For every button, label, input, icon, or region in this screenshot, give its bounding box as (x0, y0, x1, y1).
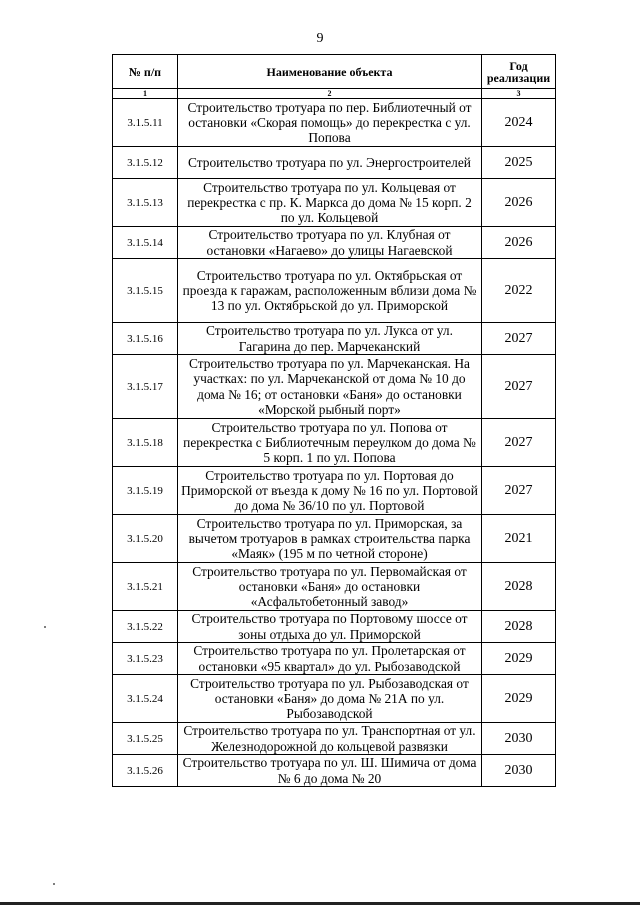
scan-speck (53, 883, 55, 885)
row-year: 2021 (482, 515, 556, 563)
row-year: 2027 (482, 467, 556, 515)
row-year: 2028 (482, 611, 556, 643)
row-year: 2029 (482, 675, 556, 723)
header-index-1: 1 (113, 89, 178, 99)
row-number: 3.1.5.22 (113, 611, 178, 643)
table-row (113, 515, 556, 563)
row-number: 3.1.5.14 (113, 227, 178, 259)
table-row (113, 611, 556, 643)
row-year: 2022 (482, 259, 556, 323)
row-number: 3.1.5.24 (113, 675, 178, 723)
row-number: 3.1.5.19 (113, 467, 178, 515)
header-index-3: 3 (482, 89, 556, 99)
row-name: Строительство тротуара по ул. Кольцевая от перекрестка с пр. К. Маркса до дома № 15 корп. 2 по ул. Кольцевой (178, 179, 482, 227)
row-number: 3.1.5.23 (113, 643, 178, 675)
row-year: 2026 (482, 227, 556, 259)
header-index-2: 2 (178, 89, 482, 99)
table-row (113, 227, 556, 259)
objects-table (112, 54, 556, 787)
row-name: Строительство тротуара по ул. Портовая до Приморской от въезда к дому № 16 по ул. Портовой до дома № 36/10 по ул. Портовой (178, 467, 482, 515)
header-name: Наименование объекта (178, 55, 482, 89)
scan-speck (44, 626, 46, 628)
row-name: Строительство тротуара по Портовому шоссе от зоны отдыха до ул. Приморской (178, 611, 482, 643)
row-year: 2026 (482, 179, 556, 227)
row-number: 3.1.5.21 (113, 563, 178, 611)
row-name: Строительство тротуара по ул. Рыбозаводская от остановки «Баня» до дома № 21А по ул. Рыбозаводской (178, 675, 482, 723)
row-name: Строительство тротуара по ул. Лукса от ул. Гагарина до пер. Марчеканский (178, 323, 482, 355)
row-year: 2030 (482, 755, 556, 787)
row-name: Строительство тротуара по ул. Марчеканская. На участках: по ул. Марчеканской от дома № 10 до дома № 16; от остановки «Баня» до остановки «Морской рыбный порт» (178, 355, 482, 419)
header-num: № п/п (113, 55, 178, 89)
row-year: 2024 (482, 99, 556, 147)
row-number: 3.1.5.26 (113, 755, 178, 787)
row-name: Строительство тротуара по ул. Клубная от остановки «Нагаево» до улицы Нагаевской (178, 227, 482, 259)
row-name: Строительство тротуара по ул. Приморская, за вычетом тротуаров в рамках строительства парка «Маяк» (195 м по четной стороне) (178, 515, 482, 563)
table-row (113, 99, 556, 147)
table-row (113, 147, 556, 179)
row-name: Строительство тротуара по ул. Октябрьская от проезда к гаражам, расположенным вблизи дома № 13 по ул. Октябрьской до ул. Приморской (178, 259, 482, 323)
row-number: 3.1.5.13 (113, 179, 178, 227)
row-name: Строительство тротуара по ул. Пролетарская от остановки «95 квартал» до ул. Рыбозаводской (178, 643, 482, 675)
table-row (113, 419, 556, 467)
table-row (113, 467, 556, 515)
table-row (113, 755, 556, 787)
row-number: 3.1.5.18 (113, 419, 178, 467)
row-number: 3.1.5.15 (113, 259, 178, 323)
row-number: 3.1.5.11 (113, 99, 178, 147)
row-year: 2027 (482, 323, 556, 355)
table-row (113, 643, 556, 675)
table-row (113, 355, 556, 419)
row-name: Строительство тротуара по ул. Транспортная от ул. Железнодорожной до кольцевой развязки (178, 723, 482, 755)
row-name: Строительство тротуара по ул. Энергостроителей (178, 147, 482, 179)
row-year: 2029 (482, 643, 556, 675)
row-name: Строительство тротуара по пер. Библиотечный от остановки «Скорая помощь» до перекрестка с ул. Попова (178, 99, 482, 147)
table-row (113, 323, 556, 355)
table-row (113, 723, 556, 755)
table-row (113, 563, 556, 611)
row-name: Строительство тротуара по ул. Ш. Шимича от дома № 6 до дома № 20 (178, 755, 482, 787)
table-row (113, 179, 556, 227)
row-year: 2027 (482, 355, 556, 419)
row-number: 3.1.5.12 (113, 147, 178, 179)
row-year: 2027 (482, 419, 556, 467)
row-year: 2025 (482, 147, 556, 179)
header-year: Год реализации (482, 55, 556, 89)
row-name: Строительство тротуара по ул. Попова от перекрестка с Библиотечным переулком до дома № 5 корп. 1 по ул. Попова (178, 419, 482, 467)
row-number: 3.1.5.16 (113, 323, 178, 355)
row-name: Строительство тротуара по ул. Первомайская от остановки «Баня» до остановки «Асфальтобетонный завод» (178, 563, 482, 611)
table-body (113, 99, 556, 787)
page-number: 9 (316, 31, 324, 46)
row-number: 3.1.5.17 (113, 355, 178, 419)
row-number: 3.1.5.25 (113, 723, 178, 755)
row-year: 2030 (482, 723, 556, 755)
table-row (113, 259, 556, 323)
table-row (113, 675, 556, 723)
row-year: 2028 (482, 563, 556, 611)
row-number: 3.1.5.20 (113, 515, 178, 563)
